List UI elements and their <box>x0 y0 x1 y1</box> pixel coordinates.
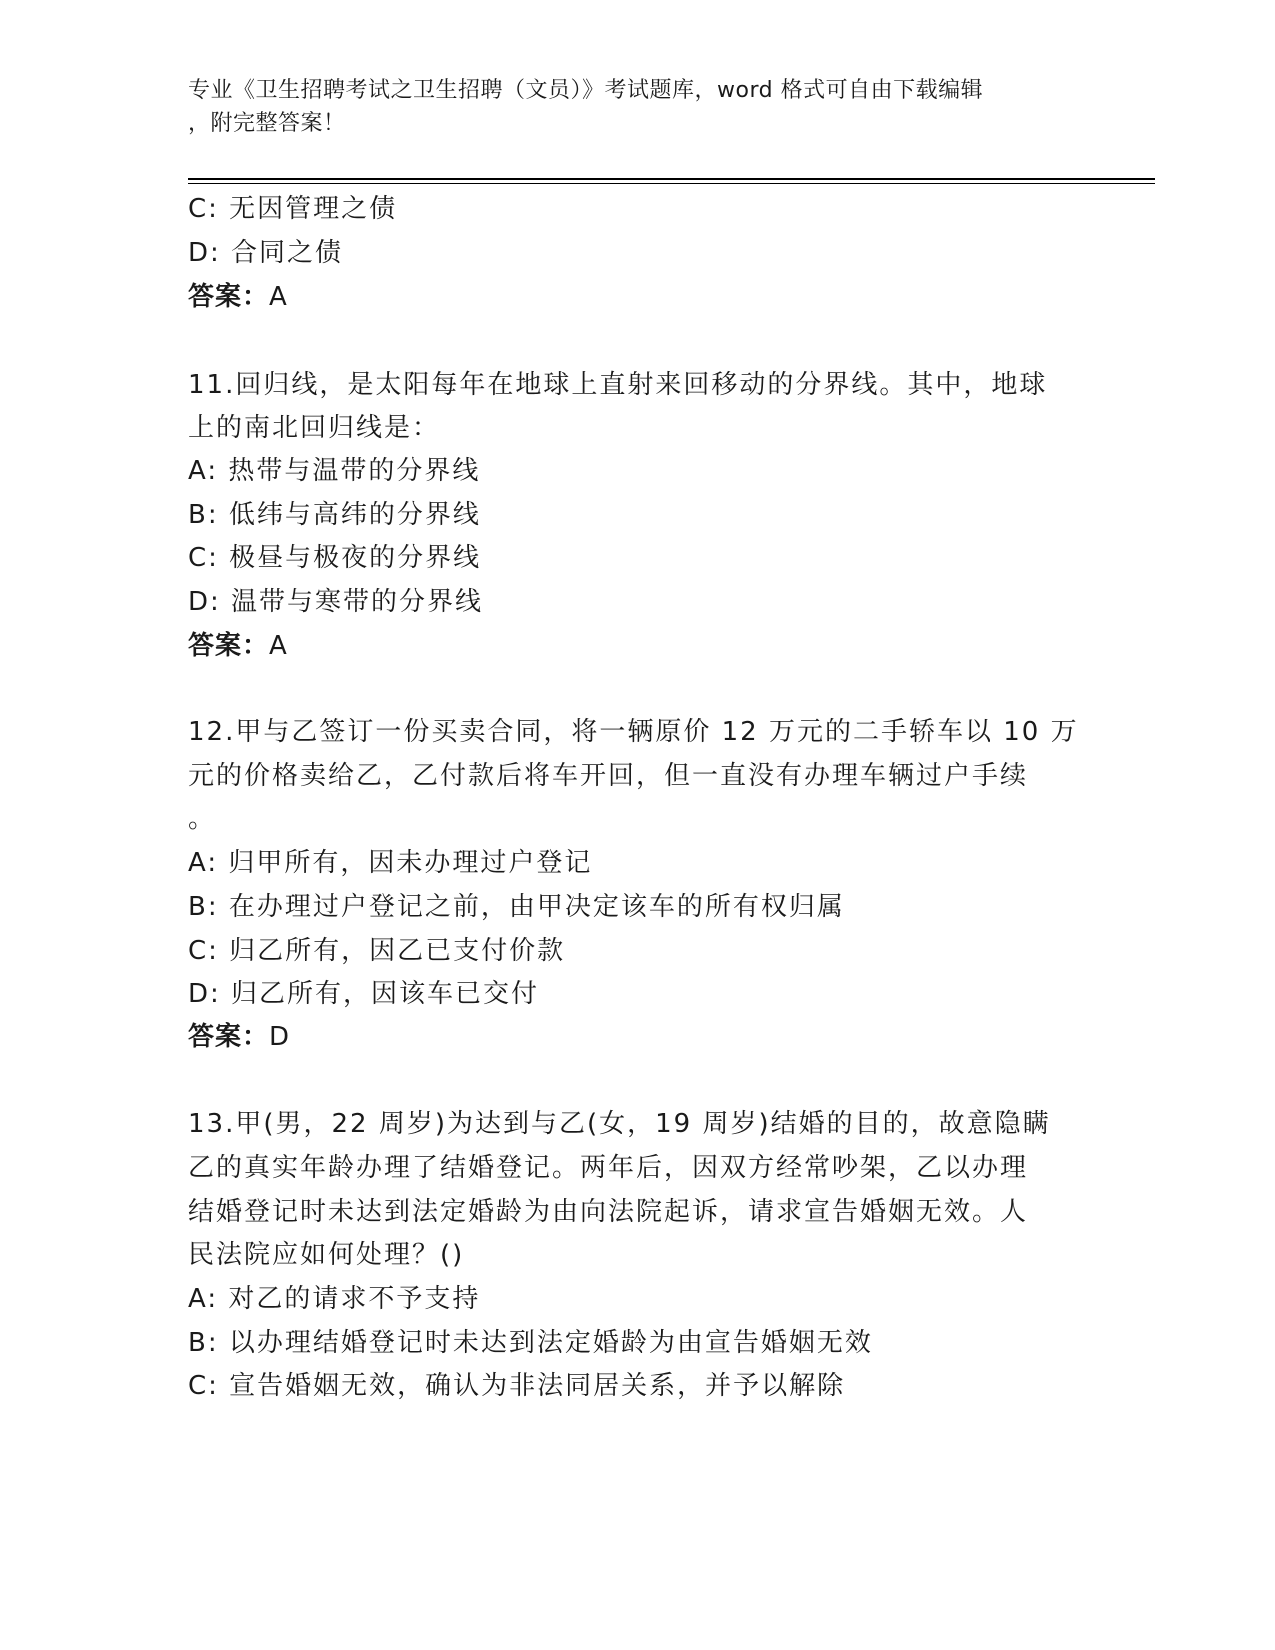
answer-label: 答案： <box>188 1022 270 1052</box>
answer-line <box>188 274 288 320</box>
option-line: D: 温带与寒带的分界线 <box>188 587 484 617</box>
question-line: 13.甲(男，22 周岁)为达到与乙(女，19 周岁)结婚的目的，故意隐瞒 <box>188 1109 1051 1139</box>
question-line: 11.回归线，是太阳每年在地球上直射来回移动的分界线。其中，地球 <box>188 370 1048 400</box>
answer-label: 答案： <box>188 282 270 312</box>
question-line: 乙的真实年龄办理了结婚登记。两年后，因双方经常吵架，乙以办理 <box>188 1153 1029 1183</box>
option-line: A: 对乙的请求不予支持 <box>188 1284 481 1314</box>
answer-value: A <box>269 282 288 312</box>
option-line: C: 宣告婚姻无效，确认为非法同居关系，并予以解除 <box>188 1371 846 1401</box>
question-line: 上的南北回归线是： <box>188 413 441 443</box>
header-rule-thin <box>188 183 1155 184</box>
option-line: C: 归乙所有，因乙已支付价款 <box>188 936 566 966</box>
question-line: 。 <box>188 804 217 834</box>
option-line: C: 无因管理之债 <box>188 194 398 224</box>
option-line: B: 在办理过户登记之前，由甲决定该车的所有权归属 <box>188 892 845 922</box>
option-line: A: 热带与温带的分界线 <box>188 456 481 486</box>
answer-line <box>188 1014 290 1060</box>
question-line: 结婚登记时未达到法定婚龄为由向法院起诉，请求宣告婚姻无效。人 <box>188 1197 1029 1227</box>
answer-value: D <box>269 1022 291 1052</box>
answer-value: A <box>269 631 288 661</box>
answer-label: 答案： <box>188 631 270 661</box>
question-line: 12.甲与乙签订一份买卖合同，将一辆原价 12 万元的二手轿车以 10 万 <box>188 717 1079 747</box>
option-line: D: 归乙所有，因该车已交付 <box>188 979 540 1009</box>
option-line: D: 合同之债 <box>188 238 344 268</box>
answer-line <box>188 623 288 669</box>
option-line: C: 极昼与极夜的分界线 <box>188 543 482 573</box>
question-line: 元的价格卖给乙，乙付款后将车开回，但一直没有办理车辆过户手续 <box>188 761 1029 791</box>
option-line: B: 低纬与高纬的分界线 <box>188 500 481 530</box>
header-rule-thick <box>188 178 1155 180</box>
option-line: B: 以办理结婚登记时未达到法定婚龄为由宣告婚姻无效 <box>188 1328 873 1358</box>
question-line: 民法院应如何处理？() <box>188 1240 465 1270</box>
document-header: 专业《卫生招聘考试之卫生招聘（文员）》考试题库，word 格式可自由下载编辑 ，附完整答案！ <box>188 78 984 136</box>
option-line: A: 归甲所有，因未办理过户登记 <box>188 848 593 878</box>
